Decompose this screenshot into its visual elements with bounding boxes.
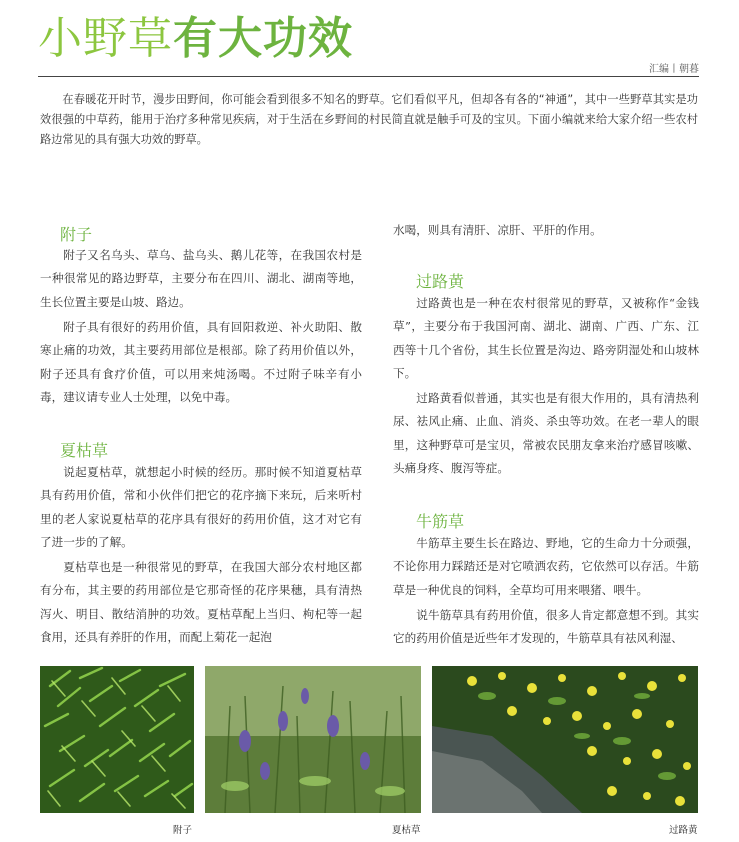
page-title	[38, 2, 353, 64]
fuzi-paragraph-1: 附子又名乌头、草乌、盐乌头、鹅儿花等，在我国农村是一种很常见的路边野草，主要分布在四川、湖北、湖南等地，生长位置主要是山坡、路边。	[40, 248, 362, 309]
guoluhuang-caption: 过路黄	[669, 825, 698, 836]
niujincao-paragraph-2: 说牛筋草具有药用价值，很多人肯定都意想不到。其实它的药用价值是近些年才发现的，牛筋草具有祛风利湿、	[393, 608, 699, 646]
title-bold-part: 有大功效	[173, 13, 353, 64]
fuzi-paragraph-2: 附子具有很好的药用价值，具有回阳救逆、补火助阳、散寒止痛的功效，其主要药用部位是根部。除了药用价值以外，附子还具有食疗价值，可以用来炖汤喝。不过附子味辛有小毒，建议请专业人士处理，以免中毒。	[40, 320, 362, 405]
section-title-fuzi: 附子	[60, 225, 93, 244]
section-title-niujincao: 牛筋草	[416, 512, 465, 531]
guoluhuang-paragraph-2: 过路黄看似普通，其实也是有很大作用的，具有清热利尿、祛风止痛、止血、消炎、杀虫等功效。在老一辈人的眼里，这种野草可是宝贝，常被农民朋友拿来治疗感冒咳嗽、头痛身疼、腹泻等症。	[393, 391, 699, 476]
xiakucao-photo	[205, 666, 421, 813]
niujincao-paragraph-1: 牛筋草主要生长在路边、野地，它的生命力十分顽强，不论你用力踩踏还是对它喷洒农药，它依然可以存活。牛筋草是一种优良的饲料，全草均可用来喂猪、喂牛。	[393, 536, 699, 597]
guoluhuang-photo	[432, 666, 698, 813]
xiakucao-paragraph-2: 夏枯草也是一种很常见的野草，在我国大部分农村地区都有分布，其主要的药用部位是它那奇怪的花序果穗，具有清热泻火、明目、散结消肿的功效。夏枯草配上当归、枸杞等一起食用，还具有养肝的作用，而配上菊花一起泡	[40, 560, 362, 645]
section-title-guoluhuang: 过路黄	[416, 272, 465, 291]
intro-paragraph: 在春暖花开时节，漫步田野间，你可能会看到很多不知名的野草。它们看似平凡，但却各有各的“神通”，其中一些野草其实是功效很强的中草药，能用于治疗多种常见疾病，对于生活在乡野间的村民简直就是触手可及的宝贝。下面小编就来给大家介绍一些农村路边常见的具有强大功效的野草。	[40, 93, 698, 146]
byline: 汇编丨朝暮	[649, 64, 699, 75]
xiakucao-paragraph-1: 说起夏枯草，就想起小时候的经历。那时候不知道夏枯草具有药用价值，常和小伙伴们把它的花序摘下来玩，后来听村里的老人家说夏枯草的花序具有很好的药用价值，这才对它有了进一步的了解。	[40, 465, 362, 550]
fuzi-photo	[40, 666, 194, 813]
xiakucao-caption: 夏枯草	[392, 825, 421, 836]
xiakucao-paragraph-3: 水喝，则具有清肝、凉肝、平肝的作用。	[393, 223, 602, 237]
section-title-xiakucao: 夏枯草	[60, 441, 109, 460]
fuzi-caption: 附子	[173, 825, 193, 836]
title-light-part: 小野草	[38, 13, 173, 64]
guoluhuang-paragraph-1: 过路黄也是一种在农村很常见的野草，又被称作“金钱草”，主要分布于我国河南、湖北、湖南、广西、广东、江西等十几个省份，其生长位置是沟边、路旁阴湿处和山坡林下。	[393, 296, 699, 381]
header-divider	[38, 76, 699, 77]
